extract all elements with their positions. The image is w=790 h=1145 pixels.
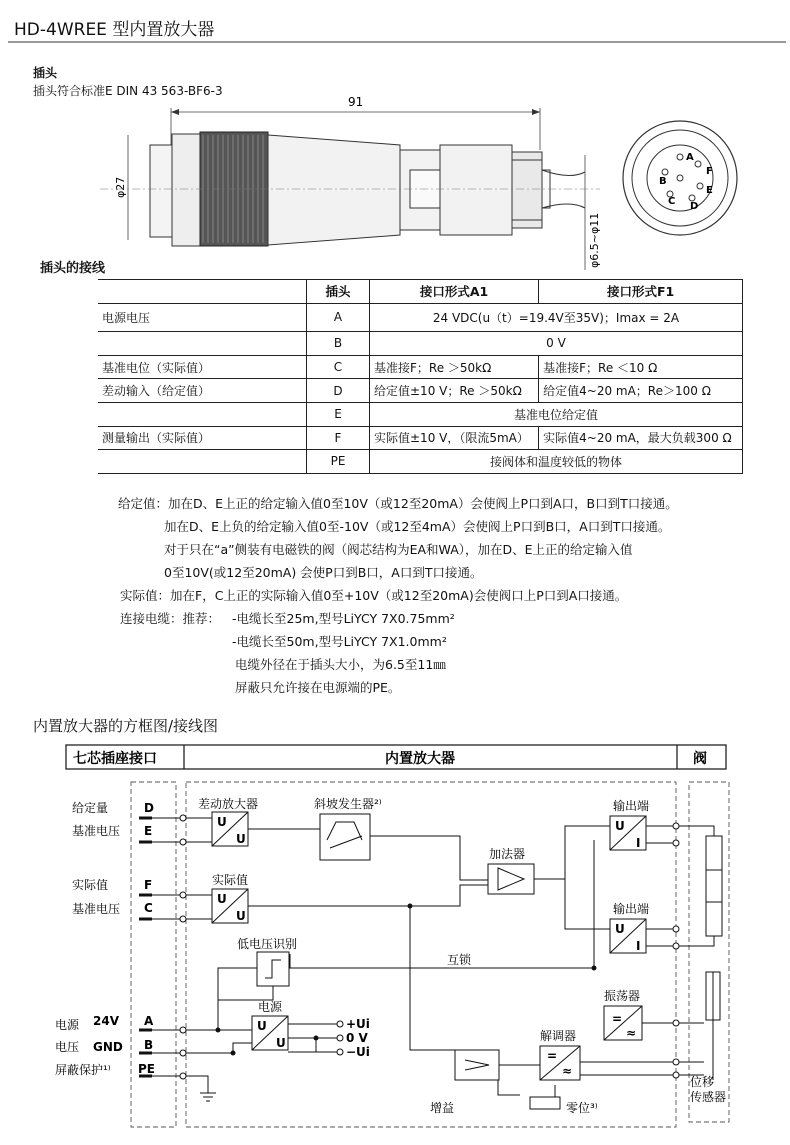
note-setpoint-2: 加在D、E上负的给定输入值0至-10V（或12至4mA）会使阀上P口到B口，A口到T口接通。 (164, 519, 671, 534)
psu-u-in: U (257, 1019, 267, 1033)
table-row: 差动输入（给定值） D 给定值±10 V；Re ＞50kΩ 给定值4~20 mA；Re＞100 Ω (98, 379, 743, 403)
note-shield: 屏蔽只允许接在电源端的PE。 (235, 680, 401, 695)
rail-minus: −Ui (346, 1045, 370, 1059)
pin-a-label: A (144, 1014, 154, 1028)
out1-u: U (615, 819, 625, 833)
label-zero: 零位³⁾ (566, 1101, 598, 1115)
note-cable: 连接电缆：推荐： (120, 611, 221, 626)
col-a1: 接口形式A1 (370, 280, 539, 304)
pin-e-label: E (144, 824, 153, 838)
rail-plus: +Ui (346, 1017, 370, 1031)
label-demod: 解调器 (540, 1029, 577, 1043)
label-supply: 电源 (55, 1018, 80, 1032)
diffamp-u-in: U (217, 815, 227, 829)
table-row: E 基准电位给定值 (98, 402, 743, 426)
table-row: 测量输出（实际值） F 实际值±10 V，（限流5mA） 实际值4~20 mA，最大负载300 Ω (98, 426, 743, 450)
note-actual: 实际值：加在F，C上正的实际输入值0至+10V（或12至20mA)会使阀口上P口到A口接通。 (120, 588, 628, 603)
label-gain: 增益 (430, 1101, 455, 1115)
pin-f-label: F (144, 878, 153, 892)
header-amplifier: 内置放大器 (385, 751, 455, 767)
block-diagram (0, 740, 790, 1145)
out2-u: U (615, 922, 625, 936)
header-valve: 阀 (693, 751, 707, 767)
pin-b: B (659, 176, 667, 187)
table-row: PE 接阀体和温度较低的物体 (98, 450, 743, 474)
table-row: 电源电压 A 24 VDC(u（t）=19.4V至35V)；Imax = 2A (98, 303, 743, 332)
label-ref-voltage-1: 基准电压 (72, 824, 121, 838)
table-header-row (98, 280, 743, 304)
table-row: 基准电位（实际值） C 基准接F；Re ＞50kΩ 基准接F；Re ＜10 Ω (98, 355, 743, 379)
pin-e: E (706, 185, 713, 196)
label-24v: 24V (93, 1014, 119, 1028)
note-cable-dia: 电缆外径在于插头大小，为6.5至11㎜ (235, 657, 446, 672)
pin-table (98, 279, 743, 474)
header-socket: 七芯插座接口 (73, 751, 157, 767)
pin-d: D (690, 201, 699, 212)
dim-cable: φ6.5~φ11 (588, 212, 601, 268)
note-cable-25: -电缆长至25m,型号LiYCY 7X0.75mm² (232, 611, 455, 626)
page-title: HD-4WREE 型内置放大器 (14, 20, 215, 40)
note-setpoint-1: 给定值：加在D、E上正的给定输入值0至10V（或12至20mA）会使阀上P口到A口，B口到T口接通。 (118, 496, 678, 511)
pin-b-label: B (144, 1038, 154, 1052)
label-sensor: 位移传感器 (690, 1075, 727, 1104)
note-setpoint-4: 0至10V(或12至20mA) 会使P口到B口，A口到T口接通。 (164, 565, 483, 580)
osc-eq: = (612, 1012, 623, 1026)
actual-u-out: U (236, 909, 246, 923)
psu-u-out: U (276, 1036, 286, 1050)
label-actual-value: 实际值 (72, 878, 109, 892)
wiring-heading: 插头的接线 (40, 261, 106, 276)
col-plug: 插头 (307, 280, 370, 304)
dim-dia: φ27 (114, 176, 127, 198)
label-output-1: 输出端 (613, 799, 650, 813)
label-shield: 屏蔽保护¹⁾ (55, 1063, 111, 1077)
note-setpoint-3: 对于只在“a”侧装有电磁铁的阀（阀芯结构为EA和WA），加在D、E上正的给定输入值 (164, 542, 633, 557)
label-psu: 电源 (258, 1000, 283, 1014)
pin-c-label: C (144, 901, 153, 915)
diffamp-u-out: U (236, 832, 246, 846)
pin-f: F (706, 166, 713, 177)
label-ramp: 斜坡发生器²⁾ (314, 797, 382, 811)
label-diff-amp: 差动放大器 (198, 797, 259, 811)
block-diagram-title: 内置放大器的方框图/接线图 (33, 717, 219, 735)
note-cable-50: -电缆长至50m,型号LiYCY 7X1.0mm² (232, 634, 447, 649)
rail-zero: 0 V (346, 1031, 368, 1045)
title-bar (8, 7, 786, 43)
pin-pe-label: PE (138, 1062, 155, 1076)
pin-a: A (686, 152, 694, 163)
label-voltage: 电压 (55, 1040, 80, 1054)
label-adder: 加法器 (489, 847, 526, 861)
label-gnd: GND (93, 1040, 123, 1054)
col-f1: 接口形式F1 (539, 280, 743, 304)
pin-c: C (668, 196, 676, 207)
osc-ac: ≈ (626, 1026, 637, 1040)
demod-eq: = (547, 1049, 558, 1063)
label-low-voltage: 低电压识别 (237, 937, 298, 951)
out2-i: I (636, 939, 641, 953)
dim-length: 91 (348, 95, 364, 109)
out1-i: I (636, 836, 641, 850)
plug-drawing (0, 90, 790, 270)
label-ref-voltage-2: 基准电压 (72, 902, 121, 916)
plug-standard: 插头符合标准E DIN 43 563-BF6-3 (33, 84, 223, 98)
actual-u-in: U (217, 892, 227, 906)
pin-d-label: D (144, 801, 154, 815)
plug-heading: 插头 (33, 66, 58, 80)
label-actual-block: 实际值 (212, 873, 249, 887)
demod-ac: ≈ (562, 1064, 573, 1078)
label-output-2: 输出端 (613, 902, 650, 916)
label-setpoint: 给定量 (72, 801, 109, 815)
label-oscillator: 振荡器 (604, 989, 641, 1003)
table-row: B 0 V (98, 332, 743, 356)
label-interlock: 互锁 (447, 953, 472, 967)
